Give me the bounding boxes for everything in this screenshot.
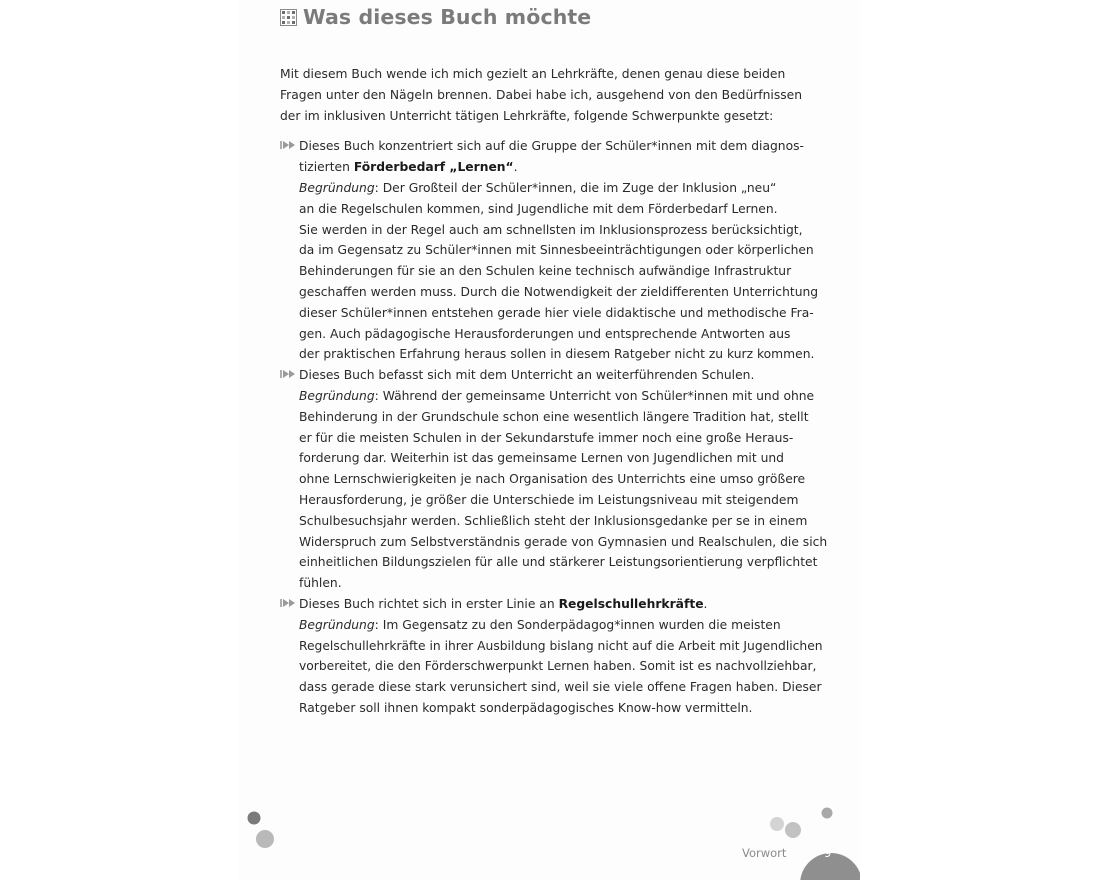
intro-line: der im inklusiven Unterricht tätigen Lehrkräfte, folgende Schwerpunkte gesetzt: xyxy=(280,108,774,123)
item-line: Widerspruch zum Selbstverständnis gerade von Gymnasien und Realschulen, die sich xyxy=(299,534,828,549)
reason-line xyxy=(299,615,808,636)
reason-text: : Der Großteil der Schüler*innen, die im Zuge der Inklusion „neu“ xyxy=(374,180,777,195)
reason-label: Begründung xyxy=(299,180,375,195)
arrow-bullet-icon xyxy=(280,369,296,379)
page-number: 9 xyxy=(824,846,832,860)
item-line: Dieses Buch konzentriert sich auf die Gruppe der Schüler*innen mit dem diagnos- xyxy=(299,139,804,154)
reason-line xyxy=(299,386,815,407)
item-line: der praktischen Erfahrung heraus sollen in diesem Ratgeber nicht zu kurz kommen. xyxy=(299,347,815,362)
item-line: ohne Lernschwierigkeiten je nach Organisation des Unterrichts eine umso größere xyxy=(299,472,806,487)
intro-line: Mit diesem Buch wende ich mich gezielt an Lehrkräfte, denen genau diese beiden xyxy=(280,67,786,81)
list-item xyxy=(280,136,819,365)
arrow-bullet-icon xyxy=(280,140,296,150)
reason-label: Begründung xyxy=(299,617,375,632)
item-line: vorbereitet, die den Förderschwerpunkt Lernen haben. Somit ist es nachvollziehbar, xyxy=(299,659,817,674)
item-text: . xyxy=(513,160,518,175)
item-line: forderung dar. Weiterhin ist das gemeinsame Lernen von Jugendlichen mit und xyxy=(299,451,784,466)
item-line: einheitlichen Bildungszielen für alle und stärkerer Leistungsorientierung verpflichtet xyxy=(299,555,818,570)
item-text: . xyxy=(703,596,708,611)
item-line: er für die meisten Schulen in der Sekundarstufe immer noch eine große Heraus- xyxy=(299,430,794,445)
book-page xyxy=(238,0,860,880)
reason-label: Begründung xyxy=(299,388,375,403)
item-line: dieser Schüler*innen entstehen gerade hier viele didaktische und methodische Fra- xyxy=(299,305,814,320)
item-line: dass gerade diese stark verunsichert sind, weil sie viele offene Fragen haben. Dieser xyxy=(299,680,822,695)
item-line: fühlen. xyxy=(299,576,342,591)
reason-text: : Während der gemeinsame Unterricht von Schüler*innen mit und ohne xyxy=(374,388,815,403)
item-line: geschaffen werden muss. Durch die Notwendigkeit der zieldifferenten Unterrichtung xyxy=(299,284,819,299)
item-line: Herausforderung, je größer die Unterschiede im Leistungsniveau mit steigendem xyxy=(299,492,799,507)
item-text: tizierten xyxy=(299,160,354,175)
item-line: Ratgeber soll ihnen kompakt sonderpädagogisches Know-how vermitteln. xyxy=(299,700,753,715)
page-title: Was dieses Buch möchte xyxy=(303,5,592,29)
decorative-dots-left xyxy=(244,808,284,854)
item-line: Schulbesuchsjahr werden. Schließlich steht der Inklusionsgedanke per se in einem xyxy=(299,513,808,528)
item-emphasis: Regelschullehrkräfte xyxy=(558,596,704,611)
reason-text: : Im Gegensatz zu den Sonderpädagog*innen wurden die meisten xyxy=(374,617,781,632)
reason-line xyxy=(299,178,808,199)
item-line: Behinderungen für sie an den Schulen keine technisch aufwändige Infrastruktur xyxy=(299,264,792,279)
item-line: Sie werden in der Regel auch am schnellsten im Inklusionsprozess berücksichtigt, xyxy=(299,222,803,237)
item-line: an die Regelschulen kommen, sind Jugendliche mit dem Förderbedarf Lernen. xyxy=(299,201,778,216)
item-line: Behinderung in der Grundschule schon eine wesentlich längere Tradition hat, stellt xyxy=(299,409,809,424)
item-line: gen. Auch pädagogische Herausforderungen und entsprechende Antworten aus xyxy=(299,326,791,341)
item-line: da im Gegensatz zu Schüler*innen mit Sinnesbeeinträchtigungen oder körperlichen xyxy=(299,243,814,258)
decorative-dots-right xyxy=(763,800,860,880)
item-line: Dieses Buch befasst sich mit dem Unterricht an weiterführenden Schulen. xyxy=(299,368,755,383)
list-item xyxy=(280,365,828,594)
item-emphasis: Förderbedarf „Lernen“ xyxy=(353,160,514,175)
list-item xyxy=(280,594,823,719)
intro-paragraph xyxy=(280,64,808,126)
item-line xyxy=(299,157,808,178)
arrow-bullet-icon xyxy=(280,598,296,608)
footer-section-label: Vorwort xyxy=(742,846,787,860)
intro-line: Fragen unter den Nägeln brennen. Dabei habe ich, ausgehend von den Bedürfnissen xyxy=(280,87,803,102)
item-text: Dieses Buch richtet sich in erster Linie an xyxy=(299,596,559,611)
item-line: Regelschullehrkräfte in ihrer Ausbildung bislang nicht auf die Arbeit mit Jugendlichen xyxy=(299,638,823,653)
body-text xyxy=(280,64,828,719)
grid-puzzle-icon xyxy=(280,9,297,26)
item-line xyxy=(299,594,808,615)
section-heading xyxy=(280,2,591,32)
